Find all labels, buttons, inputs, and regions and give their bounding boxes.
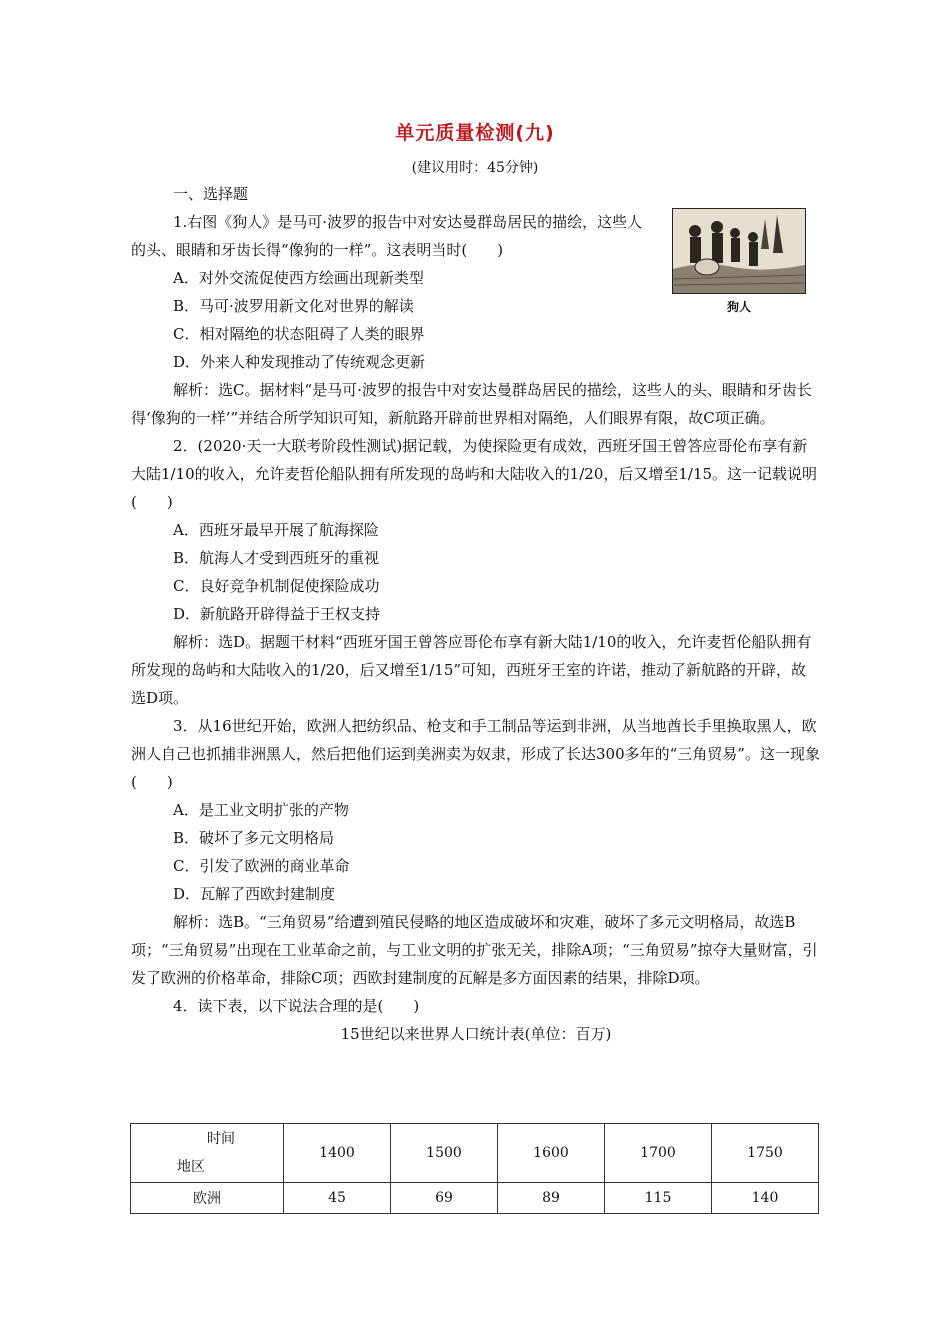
question-4-stem: 4．读下表，以下说法合理的是( ) [173,997,420,1015]
question-1-option-c: C．相对隔绝的状态阻碍了人类的眼界 [173,325,425,343]
question-3-option-b: B．破坏了多元文明格局 [173,829,335,847]
table-corner-cell [131,1124,284,1183]
table-cell: 69 [391,1183,498,1214]
corner-label-region: 地区 [177,1159,205,1175]
question-2-analysis: 解析：选D。据题干材料“西班牙国王曾答应哥伦布享有新大陆1/10的收入，允许麦哲伦船队拥有所发现的岛屿和大陆收入的1/20，后又增至1/15”可知，西班牙王室的许诺，推动了新航路的开辟，故选D项。 [131,633,812,707]
table-cell-region: 欧洲 [131,1183,284,1214]
corner-label-time: 时间 [207,1131,235,1147]
question-2-option-c: C．良好竞争机制促使探险成功 [173,577,380,595]
table-row [131,1183,819,1214]
table-header-year: 1750 [712,1124,819,1183]
section-heading: 一、选择题 [173,185,249,203]
table-cell: 89 [498,1183,605,1214]
question-1-option-b: B．马可·波罗用新文化对世界的解读 [173,297,414,315]
question-3-stem: 3．从16世纪开始，欧洲人把纺织品、枪支和手工制品等运到非洲，从当地酋长手里换取黑人，欧洲人自己也抓捕非洲黑人，然后把他们运到美洲卖为奴隶，形成了长达300多年的“三角贸易”。这一现象( ) [131,717,820,791]
question-1-analysis: 解析：选C。据材料“是马可·波罗的报告中对安达曼群岛居民的描绘，这些人的头、眼睛和牙齿长得‘像狗的一样’”并结合所学知识可知，新航路开辟前世界相对隔绝，人们眼界有限，故C项正确。 [131,381,812,427]
question-2-option-a: A．西班牙最早开展了航海探险 [173,521,379,539]
figure-caption: 狗人 [726,300,751,314]
question-3-option-c: C．引发了欧洲的商业革命 [173,857,350,875]
question-3-option-a: A．是工业文明扩张的产物 [173,801,349,819]
question-3-analysis: 解析：选B。“三角贸易”给遭到殖民侵略的地区造成破坏和灾难，破坏了多元文明格局，故选B项；“三角贸易”出现在工业革命之前，与工业文明的扩张无关，排除A项；“三角贸易”掠夺大量财富，引发了欧洲的价格革命，排除C项；西欧封建制度的瓦解是多方面因素的结果，排除D项。 [131,913,818,987]
table-header-year: 1400 [284,1124,391,1183]
table-cell: 115 [605,1183,712,1214]
page-title: 单元质量检测(九) [395,122,555,144]
table-header-year: 1500 [391,1124,498,1183]
question-content [131,180,821,1048]
table-cell: 45 [284,1183,391,1214]
table-caption: 15世纪以来世界人口统计表(单位：百万) [340,1025,612,1043]
table-header-year: 1700 [605,1124,712,1183]
question-2-stem: 2．(2020·天一大联考阶段性测试)据记载，为使探险更有成效，西班牙国王曾答应哥伦布享有新大陆1/10的收入，允许麦哲伦船队拥有所发现的岛屿和大陆收入的1/20，后又增至1/15。这一记载说明( ) [131,437,818,511]
question-2-option-d: D．新航路开辟得益于王权支持 [173,605,381,623]
question-1-option-a: A．对外交流促使西方绘画出现新类型 [173,269,424,287]
question-3-option-d: D．瓦解了西欧封建制度 [173,885,336,903]
table-header-row [131,1124,819,1183]
table-header-year: 1600 [498,1124,605,1183]
question-1-option-d: D．外来人种发现推动了传统观念更新 [173,353,426,371]
population-table [130,1123,819,1214]
question-1-stem: 1.右图《狗人》是马可·波罗的报告中对安达曼群岛居民的描绘，这些人的头、眼睛和牙齿长得“像狗的一样”。这表明当时( ) [131,213,643,259]
table-cell: 140 [712,1183,819,1214]
question-2-option-b: B．航海人才受到西班牙的重视 [173,549,380,567]
page-subtitle: (建议用时：45分钟) [411,160,539,176]
